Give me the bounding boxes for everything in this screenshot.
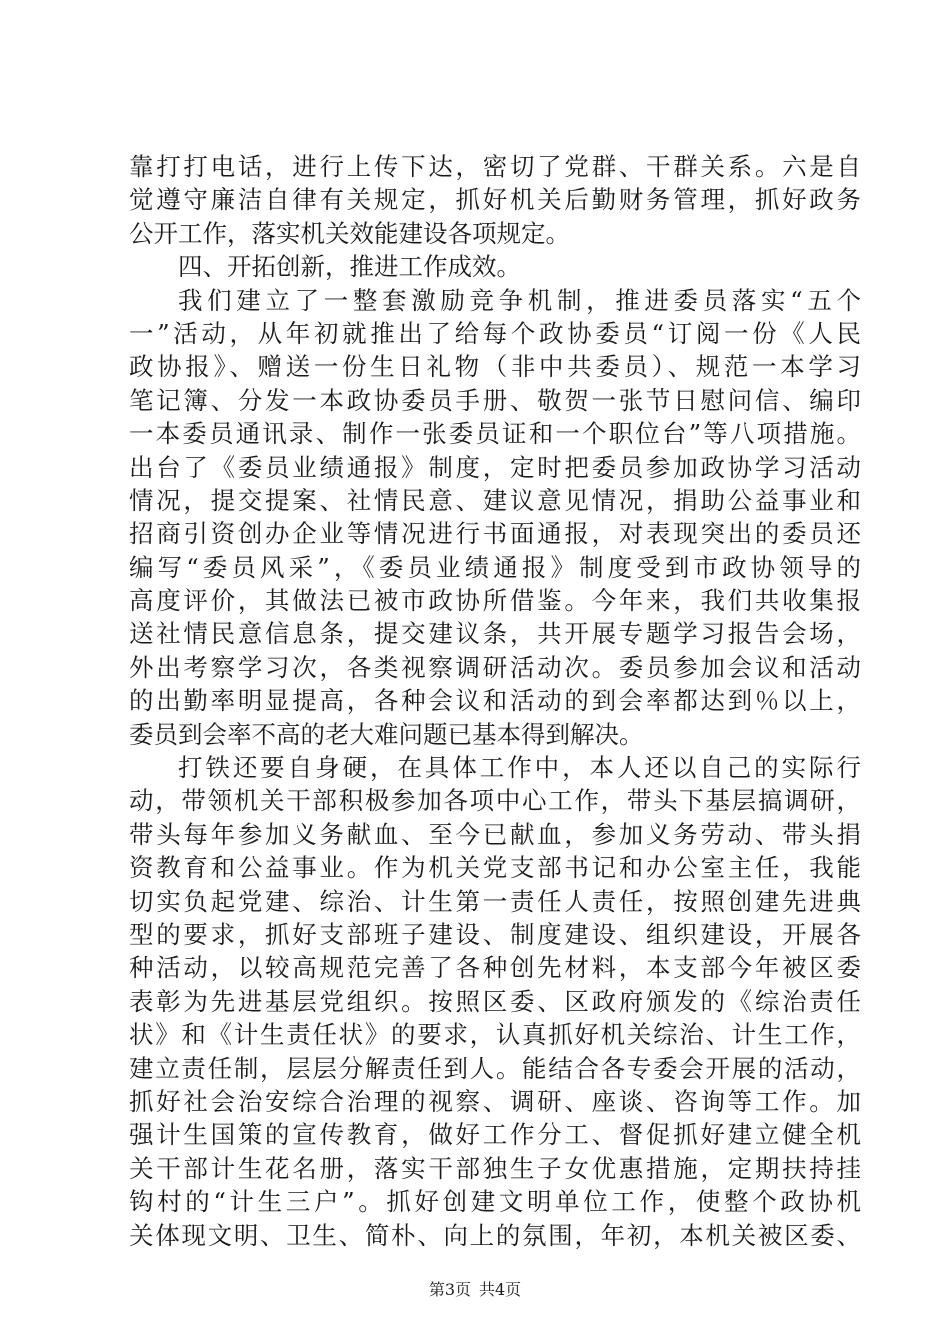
text-line: 型的要求，抓好支部班子建设、制度建设、组织建设，开展各 — [129, 919, 861, 949]
text-line: 的出勤率明显提高，各种会议和活动的到会率都达到％以上， — [129, 686, 861, 716]
text-line: 政协报》、赠送一份生日礼物（非中共委员）、规范一本学习 — [129, 352, 861, 382]
text-line: 招商引资创办企业等情况进行书面通报，对表现突出的委员还 — [129, 519, 861, 549]
text-line: 切实负起党建、综治、计生第一责任人责任，按照创建先进典 — [129, 886, 861, 916]
text-line: 动，带领机关干部积极参加各项中心工作，带头下基层搞调研， — [129, 786, 861, 816]
text-line: 资教育和公益事业。作为机关党支部书记和办公室主任，我能 — [129, 853, 861, 883]
text-line: 建立责任制，层层分解责任到人。能结合各专委会开展的活动， — [129, 1053, 861, 1083]
text-line: 送社情民意信息条，提交建议条，共开展专题学习报告会场， — [129, 619, 861, 649]
section-heading: 四、开拓创新，推进工作成效。 — [178, 252, 521, 282]
document-body — [129, 150, 861, 1252]
text-line: 强计生国策的宣传教育，做好工作分工、督促抓好建立健全机 — [129, 1120, 861, 1150]
text-line: 笔记簿、分发一本政协委员手册、敬贺一张节日慰问信、编印 — [129, 385, 861, 415]
text-line: 高度评价，其做法已被市政协所借鉴。今年来，我们共收集报 — [129, 586, 861, 616]
text-line: 觉遵守廉洁自律有关规定，抓好机关后勤财务管理，抓好政务 — [129, 185, 861, 215]
text-line: 种活动，以较高规范完善了各种创先材料，本支部今年被区委 — [129, 953, 861, 983]
text-line: 我们建立了一整套激励竞争机制，推进委员落实“五个 — [178, 285, 861, 315]
text-line: 状》和《计生责任状》的要求，认真抓好机关综治、计生工作， — [129, 1020, 861, 1050]
text-line: 公开工作，落实机关效能建设各项规定。 — [129, 218, 570, 248]
text-line: 外出考察学习次，各类视察调研活动次。委员参加会议和活动 — [129, 652, 861, 682]
text-line: 表彰为先进基层党组织。按照区委、区政府颁发的《综治责任 — [129, 986, 861, 1016]
text-line: 关干部计生花名册，落实干部独生子女优惠措施，定期扶持挂 — [129, 1153, 861, 1183]
text-line: 委员到会率不高的老大难问题已基本得到解决。 — [129, 719, 644, 749]
text-line: 一”活动，从年初就推出了给每个政协委员“订阅一份《人民 — [129, 318, 861, 348]
page-number: 第3页 — [428, 1280, 471, 1299]
text-line: 钩村的“计生三户”。抓好创建文明单位工作，使整个政协机 — [129, 1187, 861, 1217]
text-line: 带头每年参加义务献血、至今已献血，参加义务劳动、带头捐 — [129, 819, 861, 849]
text-line: 抓好社会治安综合治理的视察、调研、座谈、咨询等工作。加 — [129, 1086, 861, 1116]
text-line: 关体现文明、卫生、简朴、向上的氛围，年初，本机关被区委、 — [129, 1220, 861, 1250]
text-line: 出台了《委员业绩通报》制度，定时把委员参加政协学习活动 — [129, 452, 861, 482]
page-total: 共4页 — [479, 1280, 522, 1299]
text-line: 靠打打电话，进行上传下达，密切了党群、干群关系。六是自 — [129, 152, 861, 181]
page-footer — [0, 1279, 950, 1301]
text-line: 编写“委员风采”，《委员业绩通报》制度受到市政协领导的 — [129, 552, 861, 582]
text-line: 一本委员通讯录、制作一张委员证和一个职位台”等八项措施。 — [129, 419, 861, 449]
text-line: 打铁还要自身硬，在具体工作中，本人还以自己的实际行 — [178, 753, 861, 783]
text-line: 情况，提交提案、社情民意、建议意见情况，捐助公益事业和 — [129, 485, 861, 515]
